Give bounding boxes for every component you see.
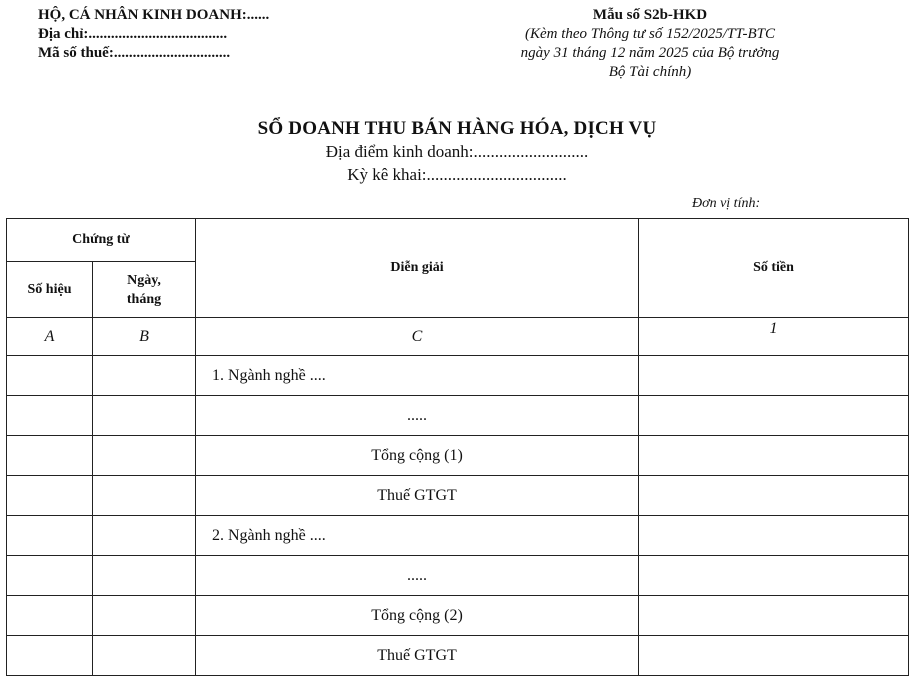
voucher-number-cell [7,356,93,396]
header-row-1 [7,219,909,262]
table-row [7,556,909,596]
code-cell-a: A [7,318,93,356]
description-cell: Thuế GTGT [196,476,639,516]
voucher-number-cell [7,556,93,596]
tax-code-line: Mã số thuế:............................... [38,45,231,61]
amount-cell [639,396,909,436]
description-cell: 2. Ngành nghề .... [196,516,639,556]
voucher-number-cell [7,516,93,556]
form-number: Mẫu số S2b-HKD [592,7,708,23]
form-reference [440,6,860,82]
business-name-line: HỘ, CÁ NHÂN KINH DOANH:...... [38,7,270,23]
voucher-number-cell [7,396,93,436]
amount-cell [639,636,909,676]
unit-label: Đơn vị tính: [692,196,761,211]
amount-header: Số tiền [639,219,909,318]
amount-cell [639,596,909,636]
voucher-number-cell [7,476,93,516]
description-cell: Tổng cộng (1) [196,436,639,476]
voucher-number-cell [7,636,93,676]
description-cell: Thuế GTGT [196,636,639,676]
table-row [7,516,909,556]
table-row [7,596,909,636]
table-row [7,356,909,396]
business-info [38,6,269,63]
table-row [7,396,909,436]
amount-cell [639,516,909,556]
code-cell-1: 1 [639,318,909,356]
declaration-period-line: Kỳ kê khai:................................. [347,165,567,184]
voucher-group-header: Chứng từ [7,219,196,262]
form-note-line-2: ngày 31 tháng 12 năm 2025 của Bộ trưởng [520,45,780,61]
code-cell-b: B [93,318,196,356]
voucher-date-header: Ngày, tháng [93,262,196,318]
voucher-number-header: Số hiệu [7,262,93,318]
table-row [7,436,909,476]
amount-cell [639,356,909,396]
voucher-number-cell [7,436,93,476]
document-title: SỔ DOANH THU BÁN HÀNG HÓA, DỊCH VỤ [257,118,657,139]
form-note-line-1: (Kèm theo Thông tư số 152/2025/TT-BTC [524,26,775,42]
table-row [7,636,909,676]
voucher-date-cell [93,596,196,636]
voucher-number-cell [7,596,93,636]
voucher-date-cell [93,516,196,556]
ledger-body [7,356,909,676]
business-location-line: Địa điểm kinh doanh:........................... [325,142,589,161]
amount-cell [639,556,909,596]
revenue-ledger-table [6,218,909,676]
table-row [7,476,909,516]
voucher-date-cell [93,476,196,516]
description-cell: ..... [196,396,639,436]
voucher-date-cell [93,356,196,396]
address-line: Địa chỉ:..................................... [38,26,228,42]
description-header: Diễn giải [196,219,639,318]
voucher-date-cell [93,556,196,596]
form-note-line-3: Bộ Tài chính) [608,64,692,80]
description-cell: 1. Ngành nghề .... [196,356,639,396]
voucher-date-cell [93,636,196,676]
voucher-date-cell [93,436,196,476]
amount-cell [639,476,909,516]
code-cell-c: C [196,318,639,356]
description-cell: ..... [196,556,639,596]
column-code-row [7,318,909,356]
amount-cell [639,436,909,476]
description-cell: Tổng cộng (2) [196,596,639,636]
voucher-date-cell [93,396,196,436]
